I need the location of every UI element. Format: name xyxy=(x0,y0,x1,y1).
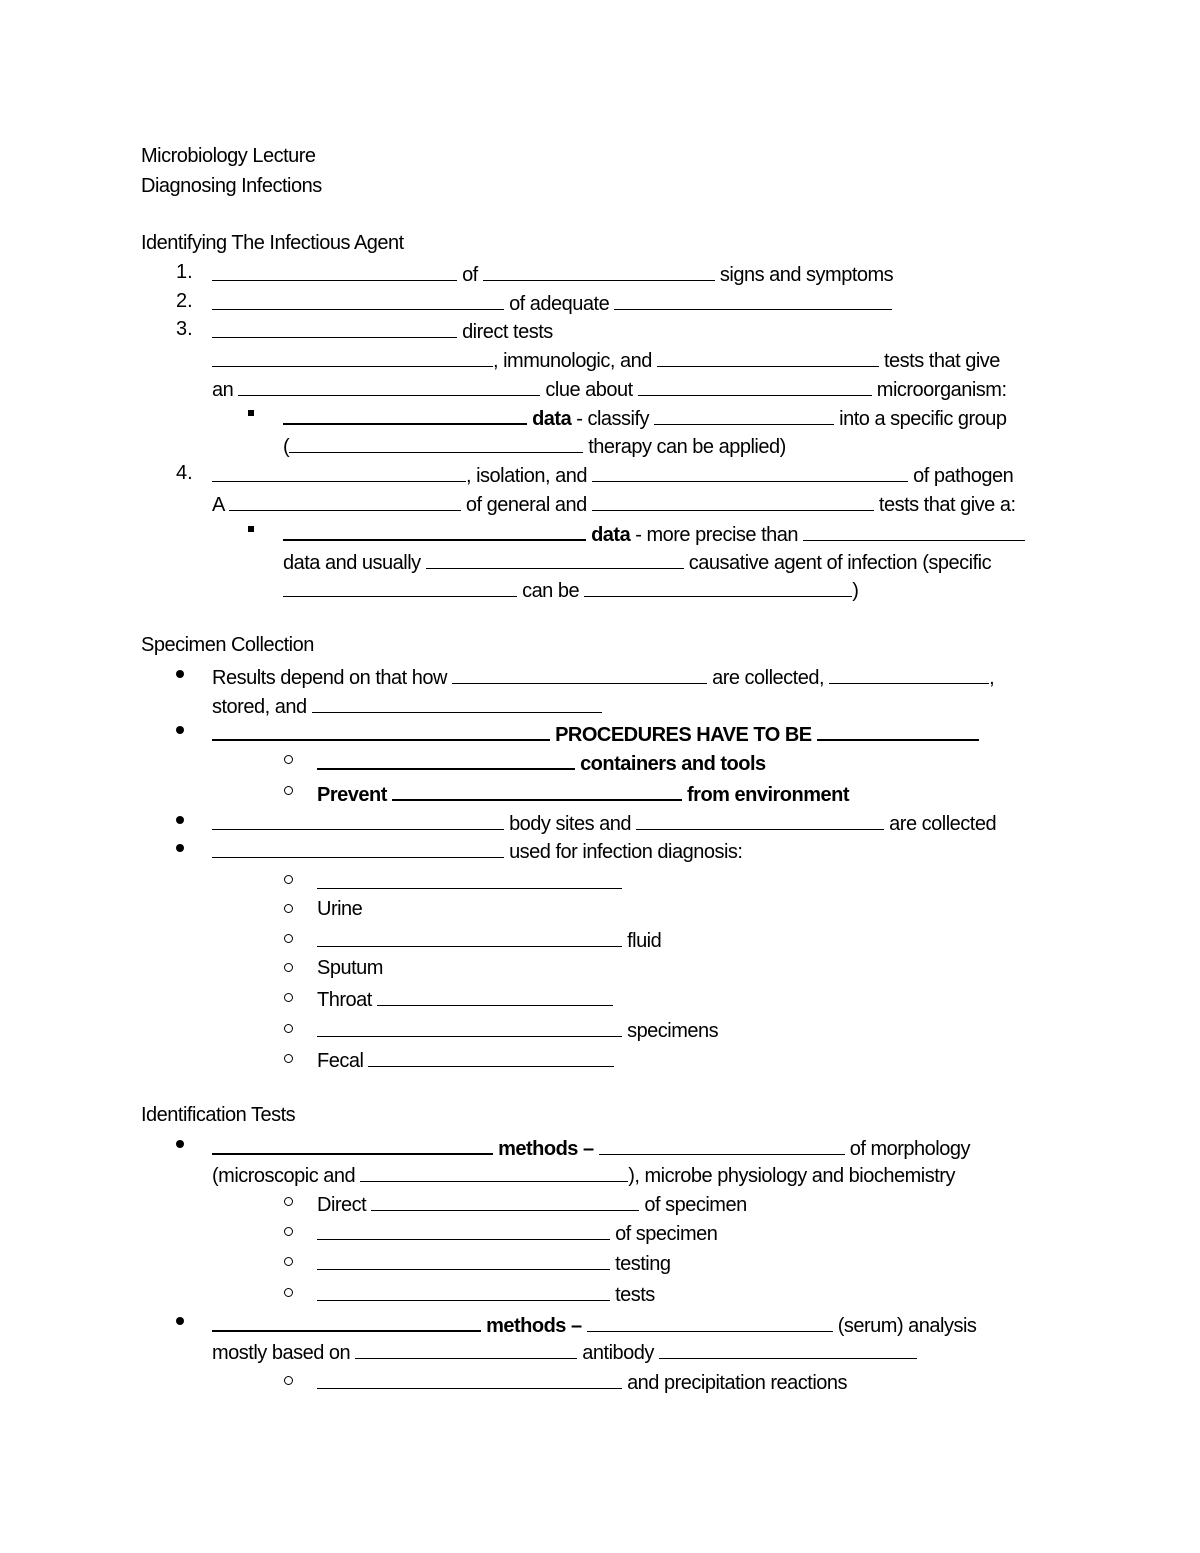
blank xyxy=(592,490,874,511)
bold-text: from environment xyxy=(687,784,850,806)
specimen-bullet-2 xyxy=(212,719,979,747)
item-text: Direct xyxy=(317,1194,367,1216)
item-text: ), microbe physiology and biochemistry xyxy=(628,1165,955,1187)
identification-sub-precipitation xyxy=(317,1368,847,1395)
blank xyxy=(803,520,1025,541)
item-text: , xyxy=(989,667,995,689)
square-bullet-icon xyxy=(248,526,254,532)
list-number-3: 3. xyxy=(176,318,193,340)
specimen-type-throat xyxy=(317,985,613,1012)
sub-bullet-precise-line-3 xyxy=(283,576,858,603)
item-text: A xyxy=(212,494,224,516)
blank xyxy=(283,519,586,541)
blank xyxy=(817,719,979,741)
blank xyxy=(212,317,457,338)
item-text: therapy can be applied) xyxy=(588,436,786,458)
blank xyxy=(212,809,504,830)
bullet-icon xyxy=(176,726,184,734)
blank xyxy=(426,548,684,569)
blank xyxy=(317,1368,622,1389)
identification-bullet-1-line-2 xyxy=(212,1161,955,1188)
circle-bullet-icon xyxy=(284,786,293,795)
specimen-sub-containers xyxy=(317,748,766,776)
bold-text: Prevent xyxy=(317,784,387,806)
specimen-sub-prevent xyxy=(317,779,849,807)
item-text: of specimen xyxy=(615,1223,718,1245)
blank xyxy=(312,692,602,713)
identification-bullet-2-line-2 xyxy=(212,1338,917,1365)
list-item-3 xyxy=(212,317,553,344)
blank xyxy=(654,404,834,425)
blank xyxy=(317,1280,610,1301)
blank xyxy=(283,403,527,425)
specimen-bullet-1 xyxy=(212,663,994,690)
sub-bullet-precise-line-2 xyxy=(283,548,991,575)
bullet-icon xyxy=(176,816,184,824)
circle-bullet-icon xyxy=(284,904,293,913)
list-item-3-line-3 xyxy=(212,375,1007,402)
circle-bullet-icon xyxy=(284,934,293,943)
bold-text: methods – xyxy=(486,1315,582,1337)
specimen-type-fecal xyxy=(317,1046,614,1073)
blank xyxy=(229,490,461,511)
blank xyxy=(212,461,466,482)
identification-sub-direct xyxy=(317,1190,747,1217)
list-number-2: 2. xyxy=(176,290,193,312)
item-text: (microscopic and xyxy=(212,1165,356,1187)
section-heading-specimen: Specimen Collection xyxy=(141,634,314,656)
list-number-1: 1. xyxy=(176,261,193,283)
topic-title: Diagnosing Infections xyxy=(141,175,322,197)
circle-bullet-icon xyxy=(284,963,293,972)
item-text: data and usually xyxy=(283,552,421,574)
item-text: Fecal xyxy=(317,1050,364,1072)
item-text: body sites and xyxy=(509,813,632,835)
blank xyxy=(283,576,517,597)
item-text: into a specific group xyxy=(839,408,1007,430)
item-text: of general and xyxy=(465,494,587,516)
item-text: of morphology xyxy=(849,1138,970,1160)
circle-bullet-icon xyxy=(284,875,293,884)
blank xyxy=(638,375,872,396)
blank xyxy=(212,289,504,310)
section-heading-identifying: Identifying The Infectious Agent xyxy=(141,232,404,254)
item-text: Throat xyxy=(317,989,372,1011)
specimen-type-blank xyxy=(317,868,622,895)
blank xyxy=(212,1310,481,1332)
item-text: , isolation, and xyxy=(466,465,587,487)
item-text: and precipitation reactions xyxy=(627,1372,848,1394)
item-text: an xyxy=(212,379,234,401)
identification-sub-tests xyxy=(317,1280,655,1307)
item-text: are collected, xyxy=(712,667,825,689)
list-item-4 xyxy=(212,461,1013,488)
blank xyxy=(657,346,879,367)
blank xyxy=(368,1046,614,1067)
blank xyxy=(377,985,613,1006)
item-text: causative agent of infection (specific xyxy=(688,552,992,574)
blank xyxy=(392,779,682,801)
blank xyxy=(317,1219,610,1240)
item-text: antibody xyxy=(582,1342,654,1364)
item-text: signs and symptoms xyxy=(719,264,894,286)
blank xyxy=(238,375,540,396)
bold-text: data xyxy=(532,408,572,430)
sub-bullet-precise xyxy=(283,519,1025,547)
blank xyxy=(212,719,550,741)
item-text: ) xyxy=(852,580,859,602)
blank xyxy=(317,926,622,947)
bold-text: methods – xyxy=(498,1138,594,1160)
square-bullet-icon xyxy=(248,410,254,416)
item-text: stored, and xyxy=(212,696,307,718)
list-item-3-line-2 xyxy=(212,346,1000,373)
list-number-4: 4. xyxy=(176,462,193,484)
specimen-type-specimens xyxy=(317,1016,718,1043)
specimen-type-urine: Urine xyxy=(317,898,363,920)
blank xyxy=(599,1134,845,1155)
blank xyxy=(483,260,715,281)
blank xyxy=(317,868,622,889)
blank xyxy=(592,461,908,482)
item-text: microorganism: xyxy=(876,379,1007,401)
sub-bullet-classify-line-2 xyxy=(283,432,786,459)
blank xyxy=(371,1190,639,1211)
identification-sub-testing xyxy=(317,1249,671,1276)
item-text: of pathogen xyxy=(913,465,1014,487)
item-text: (serum) analysis xyxy=(837,1315,977,1337)
item-text: of specimen xyxy=(644,1194,747,1216)
blank xyxy=(212,837,504,858)
sub-bullet-classify xyxy=(283,403,1007,431)
item-text: can be xyxy=(522,580,580,602)
item-text: clue about xyxy=(545,379,633,401)
blank xyxy=(212,260,457,281)
blank xyxy=(317,748,575,770)
item-text: direct tests xyxy=(462,321,553,343)
specimen-type-sputum: Sputum xyxy=(317,957,383,979)
item-text: of adequate xyxy=(509,293,610,315)
blank xyxy=(452,663,707,684)
blank xyxy=(636,809,884,830)
blank xyxy=(212,346,493,367)
item-text: - more precise than xyxy=(630,524,799,546)
item-text: of xyxy=(462,264,478,286)
bullet-icon xyxy=(176,844,184,852)
circle-bullet-icon xyxy=(284,1288,293,1297)
item-text: fluid xyxy=(627,930,662,952)
item-text: ( xyxy=(283,436,290,458)
item-text: Results depend on that how xyxy=(212,667,447,689)
circle-bullet-icon xyxy=(284,993,293,1002)
blank xyxy=(584,576,852,597)
item-text: tests that give a: xyxy=(878,494,1016,516)
circle-bullet-icon xyxy=(284,1197,293,1206)
bullet-icon xyxy=(176,1317,184,1325)
bold-text: containers and tools xyxy=(580,753,766,775)
blank xyxy=(317,1016,622,1037)
list-item-4-line-2 xyxy=(212,490,1016,517)
blank xyxy=(289,432,583,453)
blank xyxy=(659,1338,917,1359)
blank xyxy=(355,1338,577,1359)
identification-bullet-1 xyxy=(212,1133,970,1161)
item-text: mostly based on xyxy=(212,1342,351,1364)
bullet-icon xyxy=(176,670,184,678)
course-title: Microbiology Lecture xyxy=(141,145,316,167)
blank xyxy=(212,1133,493,1155)
bold-text: data xyxy=(591,524,631,546)
list-item-1 xyxy=(212,260,893,287)
section-heading-identification: Identification Tests xyxy=(141,1104,296,1126)
blank xyxy=(317,1249,610,1270)
circle-bullet-icon xyxy=(284,1054,293,1063)
blank xyxy=(829,663,989,684)
item-text: used for infection diagnosis: xyxy=(509,841,743,863)
circle-bullet-icon xyxy=(284,1024,293,1033)
item-text: specimens xyxy=(627,1020,719,1042)
specimen-type-fluid xyxy=(317,926,661,953)
specimen-bullet-1-line-2 xyxy=(212,692,602,719)
item-text: tests xyxy=(615,1284,655,1306)
circle-bullet-icon xyxy=(284,1376,293,1385)
circle-bullet-icon xyxy=(284,1257,293,1266)
item-text: tests that give xyxy=(884,350,1000,372)
item-text: - classify xyxy=(571,408,650,430)
item-text: , immunologic, and xyxy=(493,350,652,372)
circle-bullet-icon xyxy=(284,755,293,764)
circle-bullet-icon xyxy=(284,1227,293,1236)
item-text: testing xyxy=(615,1253,671,1275)
list-item-2 xyxy=(212,289,892,316)
identification-sub-of-specimen xyxy=(317,1219,717,1246)
specimen-bullet-4 xyxy=(212,837,743,864)
blank xyxy=(587,1311,833,1332)
specimen-bullet-3 xyxy=(212,809,996,836)
bold-text: PROCEDURES HAVE TO BE xyxy=(555,724,812,746)
blank xyxy=(360,1161,628,1182)
blank xyxy=(614,289,892,310)
identification-bullet-2 xyxy=(212,1310,976,1338)
item-text: are collected xyxy=(889,813,997,835)
bullet-icon xyxy=(176,1140,184,1148)
